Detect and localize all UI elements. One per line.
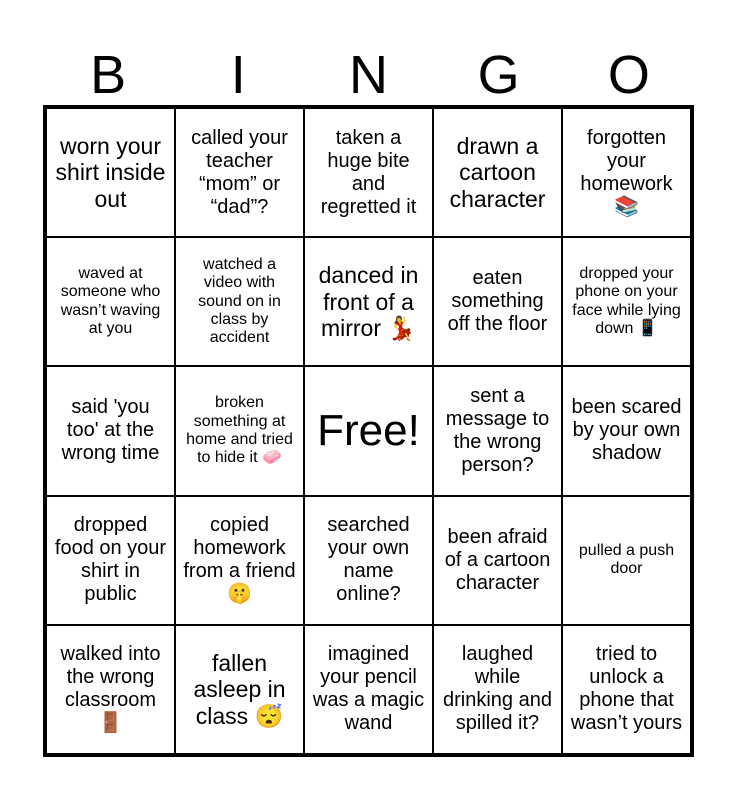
bingo-cell[interactable]: fallen asleep in class 😴 (175, 625, 304, 754)
bingo-cell[interactable]: worn your shirt inside out (46, 108, 175, 237)
bingo-header (43, 44, 694, 106)
bingo-cell[interactable]: taken a huge bite and regretted it (304, 108, 433, 237)
bingo-cell[interactable]: eaten something off the floor (433, 237, 562, 366)
free-space-cell[interactable]: Free! (304, 366, 433, 495)
bingo-cell[interactable]: dropped food on your shirt in public (46, 496, 175, 625)
bingo-cell[interactable]: sent a message to the wrong person? (433, 366, 562, 495)
bingo-cell[interactable]: dropped your phone on your face while lying down 📱 (562, 237, 691, 366)
bingo-cell[interactable]: waved at someone who wasn’t waving at you (46, 237, 175, 366)
header-letter-b: B (90, 45, 127, 105)
bingo-cell[interactable]: been afraid of a cartoon character (433, 496, 562, 625)
bingo-cell[interactable]: drawn a cartoon character (433, 108, 562, 237)
bingo-cell[interactable]: danced in front of a mirror 💃 (304, 237, 433, 366)
header-letter-g: G (477, 45, 520, 105)
bingo-cell[interactable]: broken something at home and tried to hide it 🧼 (175, 366, 304, 495)
bingo-grid (43, 105, 694, 757)
bingo-cell[interactable]: imagined your pencil was a magic wand (304, 625, 433, 754)
bingo-cell[interactable]: been scared by your own shadow (562, 366, 691, 495)
header-letter-o: O (607, 45, 650, 105)
bingo-cell[interactable]: watched a video with sound on in class by accident (175, 237, 304, 366)
header-letter-i: I (230, 45, 246, 105)
bingo-cell[interactable]: tried to unlock a phone that wasn’t yours (562, 625, 691, 754)
bingo-cell[interactable]: laughed while drinking and spilled it? (433, 625, 562, 754)
bingo-cell[interactable]: forgotten your homework 📚 (562, 108, 691, 237)
bingo-cell[interactable]: pulled a push door (562, 496, 691, 625)
bingo-cell[interactable]: walked into the wrong classroom 🚪 (46, 625, 175, 754)
bingo-cell[interactable]: searched your own name online? (304, 496, 433, 625)
bingo-cell[interactable]: said 'you too' at the wrong time (46, 366, 175, 495)
header-letter-n: N (348, 45, 388, 105)
bingo-cell[interactable]: called your teacher “mom” or “dad”? (175, 108, 304, 237)
bingo-cell[interactable]: copied homework from a friend 🤫 (175, 496, 304, 625)
